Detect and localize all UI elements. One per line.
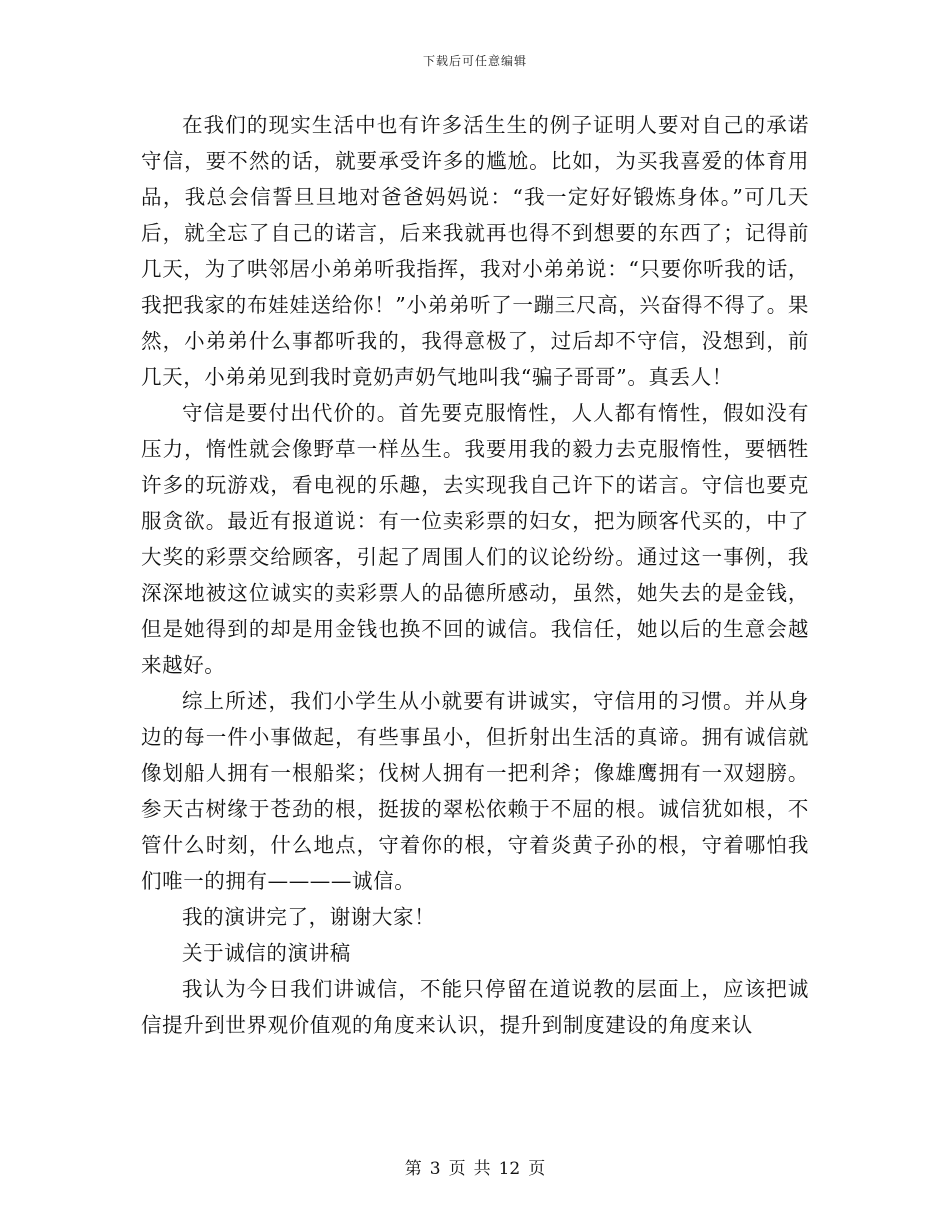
- paragraph-1: 在我们的现实生活中也有许多活生生的例子证明人要对自己的承诺守信，要不然的话，就要承受许多的尴尬。比如，为买我喜爱的体育用品，我总会信誓旦旦地对爸爸妈妈说：“我一定好好锻炼身体。”可几天后，就全忘了自己的诺言，后来我就再也得不到想要的东西了；记得前几天，为了哄邻居小弟弟听我指挥，我对小弟弟说：“只要你听我的话，我把我家的布娃娃送给你！”小弟弟听了一蹦三尺高，兴奋得不得了。果然，小弟弟什么事都听我的，我得意极了，过后却不守信，没想到，前几天，小弟弟见到我时竟奶声奶气地叫我“骗子哥哥”。真丢人！: [141, 113, 809, 389]
- footer-prefix: 第: [404, 1159, 422, 1179]
- footer-total-pages: 12: [498, 1159, 521, 1179]
- section-title: 关于诚信的演讲稿: [182, 941, 351, 965]
- paragraph-2: 守信是要付出代价的。首先要克服惰性，人人都有惰性，假如没有压力，惰性就会像野草一样丛生。我要用我的毅力去克服惰性，要牺牲许多的玩游戏，看电视的乐趣，去实现我自己许下的诺言。守信也要克服贪欲。最近有报道说：有一位卖彩票的妇女，把为顾客代买的，中了大奖的彩票交给顾客，引起了周围人们的议论纷纷。通过这一事例，我深深地被这位诚实的卖彩票人的品德所感动，虽然，她失去的是金钱，但是她得到的却是用金钱也换不回的诚信。我信任，她以后的生意会越来越好。: [141, 401, 809, 677]
- page-footer: [0, 1154, 950, 1179]
- footer-total-label: 共: [473, 1159, 491, 1179]
- paragraph-5: 我认为今日我们讲诚信，不能只停留在道说教的层面上，应该把诚信提升到世界观价值观的角度来认识，提升到制度建设的角度来认: [141, 977, 809, 1037]
- document-body: [141, 107, 809, 1043]
- footer-suffix: 页: [528, 1159, 546, 1179]
- paragraph-4: 我的演讲完了，谢谢大家！: [182, 905, 436, 929]
- footer-current-page: 3: [429, 1159, 441, 1179]
- paragraph-3: 综上所述，我们小学生从小就要有讲诚实，守信用的习惯。并从身边的每一件小事做起，有些事虽小，但折射出生活的真谛。拥有诚信就像划船人拥有一根船桨；伐树人拥有一把利斧；像雄鹰拥有一双翅膀。参天古树缘于苍劲的根，挺拔的翠松依赖于不屈的根。诚信犹如根，不管什么时刻，什么地点，守着你的根，守着炎黄子孙的根，守着哪怕我们唯一的拥有————诚信。: [141, 689, 809, 893]
- footer-page-word: 页: [448, 1159, 466, 1179]
- page-header: 下载后可任意编辑: [422, 54, 527, 68]
